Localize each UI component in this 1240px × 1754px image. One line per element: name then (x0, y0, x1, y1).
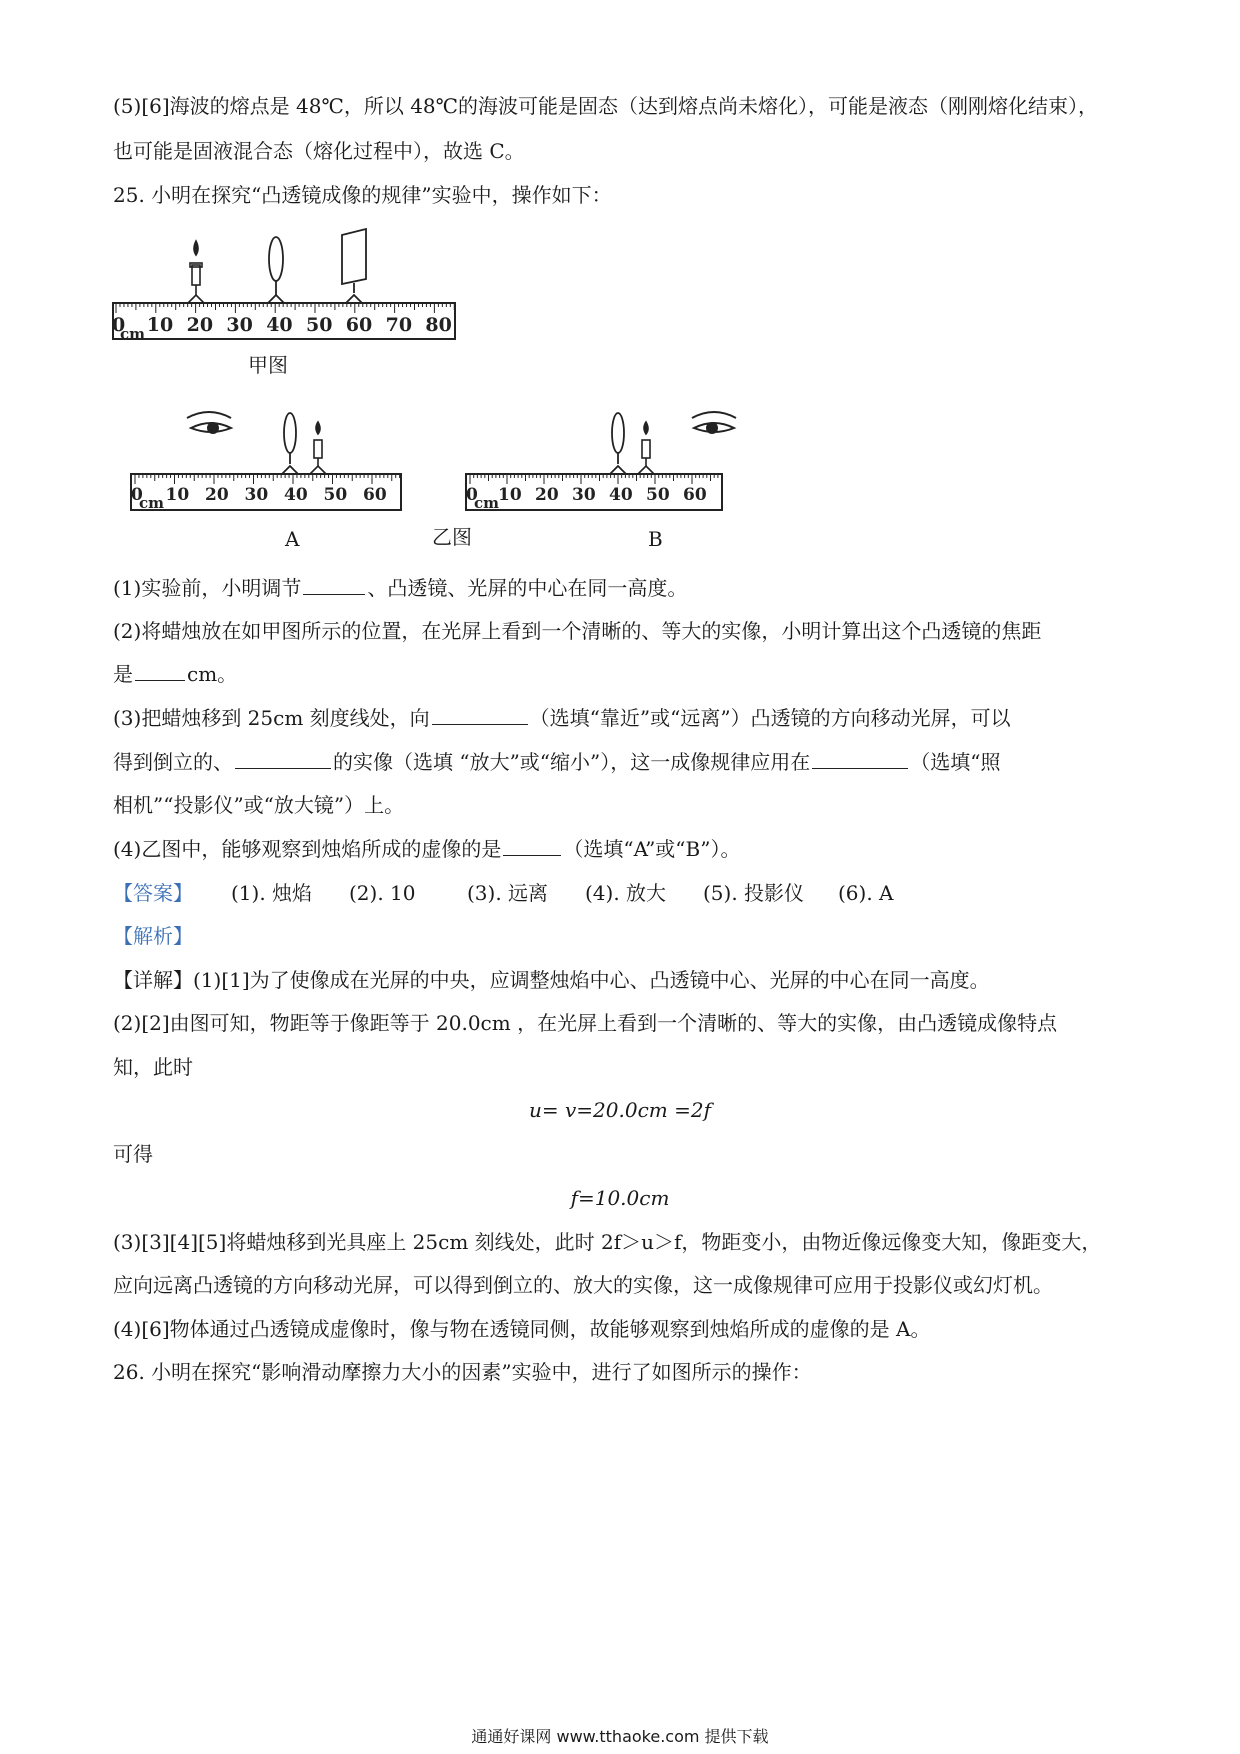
figure-jia (110, 225, 460, 345)
ruler-tick-label: 0 (112, 314, 126, 336)
ruler-tick-label: 40 (609, 485, 633, 505)
answer-item: (5). 投影仪 (703, 881, 805, 905)
answer-item: (1). 烛焰 (231, 881, 313, 905)
question-3-line-2 (113, 748, 1133, 776)
figure-b-caption: B (648, 527, 663, 551)
screen-icon (342, 229, 366, 303)
ruler-tick-label: 10 (165, 485, 190, 505)
convex-lens-icon (610, 413, 626, 474)
question-4 (113, 835, 1133, 863)
ruler-tick-label: 30 (572, 485, 596, 505)
ruler-tick-label: 0 (131, 485, 143, 505)
ruler-tick-label: 0 (466, 485, 478, 505)
ruler-tick-label: 80 (425, 314, 452, 336)
answer-blank[interactable] (812, 748, 908, 769)
candle-icon (188, 241, 204, 303)
detail-3-line-2: 应向远离凸透镜的方向移动光屏，可以得到倒立的、放大的实像，这一成像规律可应用于投影仪或幻灯机。 (113, 1273, 1053, 1297)
question-25-title: 25. 小明在探究“凸透镜成像的规律”实验中，操作如下： (113, 183, 612, 207)
para-5-line-1: (5)[6]海波的熔点是 48℃，所以 48℃的海波可能是固态（达到熔点尚未熔化），可能是液态（刚刚熔化结束）， (113, 94, 1099, 118)
ruler-tick-label: 20 (205, 485, 229, 505)
convex-lens-icon (282, 413, 298, 474)
detail-1-text: (1)[1]为了使像成在光屏的中央，应调整烛焰中心、凸透镜中心、光屏的中心在同一高度。 (193, 968, 990, 992)
ruler-tick-label: 50 (646, 485, 670, 505)
ruler-tick-label: 30 (244, 485, 269, 505)
convex-lens-icon (268, 237, 284, 303)
question-2-text-a: 是 (113, 662, 133, 686)
question-3-text-d: 的实像（选填 “放大”或“缩小”），这一成像规律应用在 (333, 750, 811, 774)
candle-icon (638, 422, 654, 474)
ruler-tick-label: 60 (363, 485, 387, 505)
eye-icon (187, 412, 231, 433)
eye-icon (692, 412, 736, 433)
figure-a-caption: A (285, 527, 300, 551)
kede-text: 可得 (113, 1142, 153, 1166)
equation-2: f=10.0cm (570, 1186, 670, 1210)
answer-item: (2). 10 (349, 881, 416, 905)
ruler-tick-label: 60 (683, 485, 707, 505)
ruler-tick-label: 20 (535, 485, 559, 505)
answer-blank[interactable] (432, 704, 528, 725)
ruler-tick-label: 50 (306, 314, 333, 336)
ruler-unit: cm (120, 325, 146, 343)
question-3-text-b: （选填“靠近”或“远离”）凸透镜的方向移动光屏，可以 (529, 706, 1011, 730)
answer-blank[interactable] (135, 660, 185, 681)
ruler-tick-label: 50 (323, 485, 348, 505)
question-3-text-a: (3)把蜡烛移到 25cm 刻度线处，向 (113, 706, 430, 730)
question-1 (113, 574, 1133, 602)
question-1-text-b: 、凸透镜、光屏的中心在同一高度。 (367, 576, 688, 600)
answer-item: (3). 远离 (467, 881, 549, 905)
question-2-line-1: (2)将蜡烛放在如甲图所示的位置，在光屏上看到一个清晰的、等大的实像，小明计算出这个凸透镜的焦距 (113, 619, 1042, 643)
ruler-unit: cm (139, 494, 165, 512)
ruler-tick-label: 40 (266, 314, 293, 336)
figure-yi-b (460, 400, 750, 515)
question-1-text-a: (1)实验前，小明调节 (113, 576, 302, 600)
detail-2-line-1: (2)[2]由图可知，物距等于像距等于 20.0cm ，在光屏上看到一个清晰的、等大的实像，由凸透镜成像特点 (113, 1011, 1058, 1035)
answer-blank[interactable] (235, 748, 331, 769)
equation-1: u= v=20.0cm =2f (529, 1098, 711, 1122)
ruler-tick-label: 10 (146, 314, 174, 336)
answer-blank[interactable] (303, 574, 365, 595)
ruler-tick-label: 20 (186, 314, 214, 336)
answer-row (113, 879, 1133, 907)
question-4-text-a: (4)乙图中，能够观察到烛焰所成的虚像的是 (113, 837, 502, 861)
footer: 通通好课网 www.tthaoke.com 提供下载 (471, 1727, 769, 1746)
question-3-line-3: 相机”“投影仪”或“放大镜”）上。 (113, 793, 405, 817)
para-5-line-2: 也可能是固液混合态（熔化过程中），故选 C。 (113, 139, 525, 163)
detail-tag: 【详解】 (113, 968, 193, 992)
figure-jia-caption: 甲图 (248, 353, 288, 377)
answer-blank[interactable] (503, 835, 561, 856)
question-2-line-2 (113, 660, 1133, 688)
ruler-tick-label: 10 (498, 485, 522, 505)
question-2-text-b: cm。 (187, 662, 238, 686)
candle-icon (310, 422, 326, 474)
answer-item: (4). 放大 (585, 881, 667, 905)
question-3-text-c: 得到倒立的、 (113, 750, 233, 774)
ruler-tick-label: 30 (226, 314, 253, 336)
answer-item: (6). A (838, 881, 894, 905)
detail-1 (113, 966, 1133, 994)
detail-4: (4)[6]物体通过凸透镜成虚像时，像与物在透镜同侧，故能够观察到烛焰所成的虚像的是 A。 (113, 1317, 931, 1341)
question-3-text-e: （选填“照 (910, 750, 1001, 774)
figure-yi-a (125, 400, 405, 515)
ruler-tick-label: 60 (345, 314, 373, 336)
ruler-unit: cm (474, 494, 500, 512)
detail-2-line-2: 知，此时 (113, 1055, 193, 1079)
answer-tag: 【答案】 (113, 881, 193, 905)
ruler-tick-label: 70 (385, 314, 413, 336)
detail-3-line-1: (3)[3][4][5]将蜡烛移到光具座上 25cm 刻线处，此时 2f＞u＞f，物距变小，由物近像远像变大知，像距变大， (113, 1230, 1102, 1254)
figure-yi-caption: 乙图 (432, 525, 472, 549)
analysis-tag: 【解析】 (113, 924, 193, 948)
ruler-tick-label: 40 (284, 485, 308, 505)
question-3-line-1 (113, 704, 1133, 732)
question-4-text-b: （选填“A”或“B”）。 (563, 837, 741, 861)
question-26-title: 26. 小明在探究“影响滑动摩擦力大小的因素”实验中，进行了如图所示的操作： (113, 1360, 812, 1384)
